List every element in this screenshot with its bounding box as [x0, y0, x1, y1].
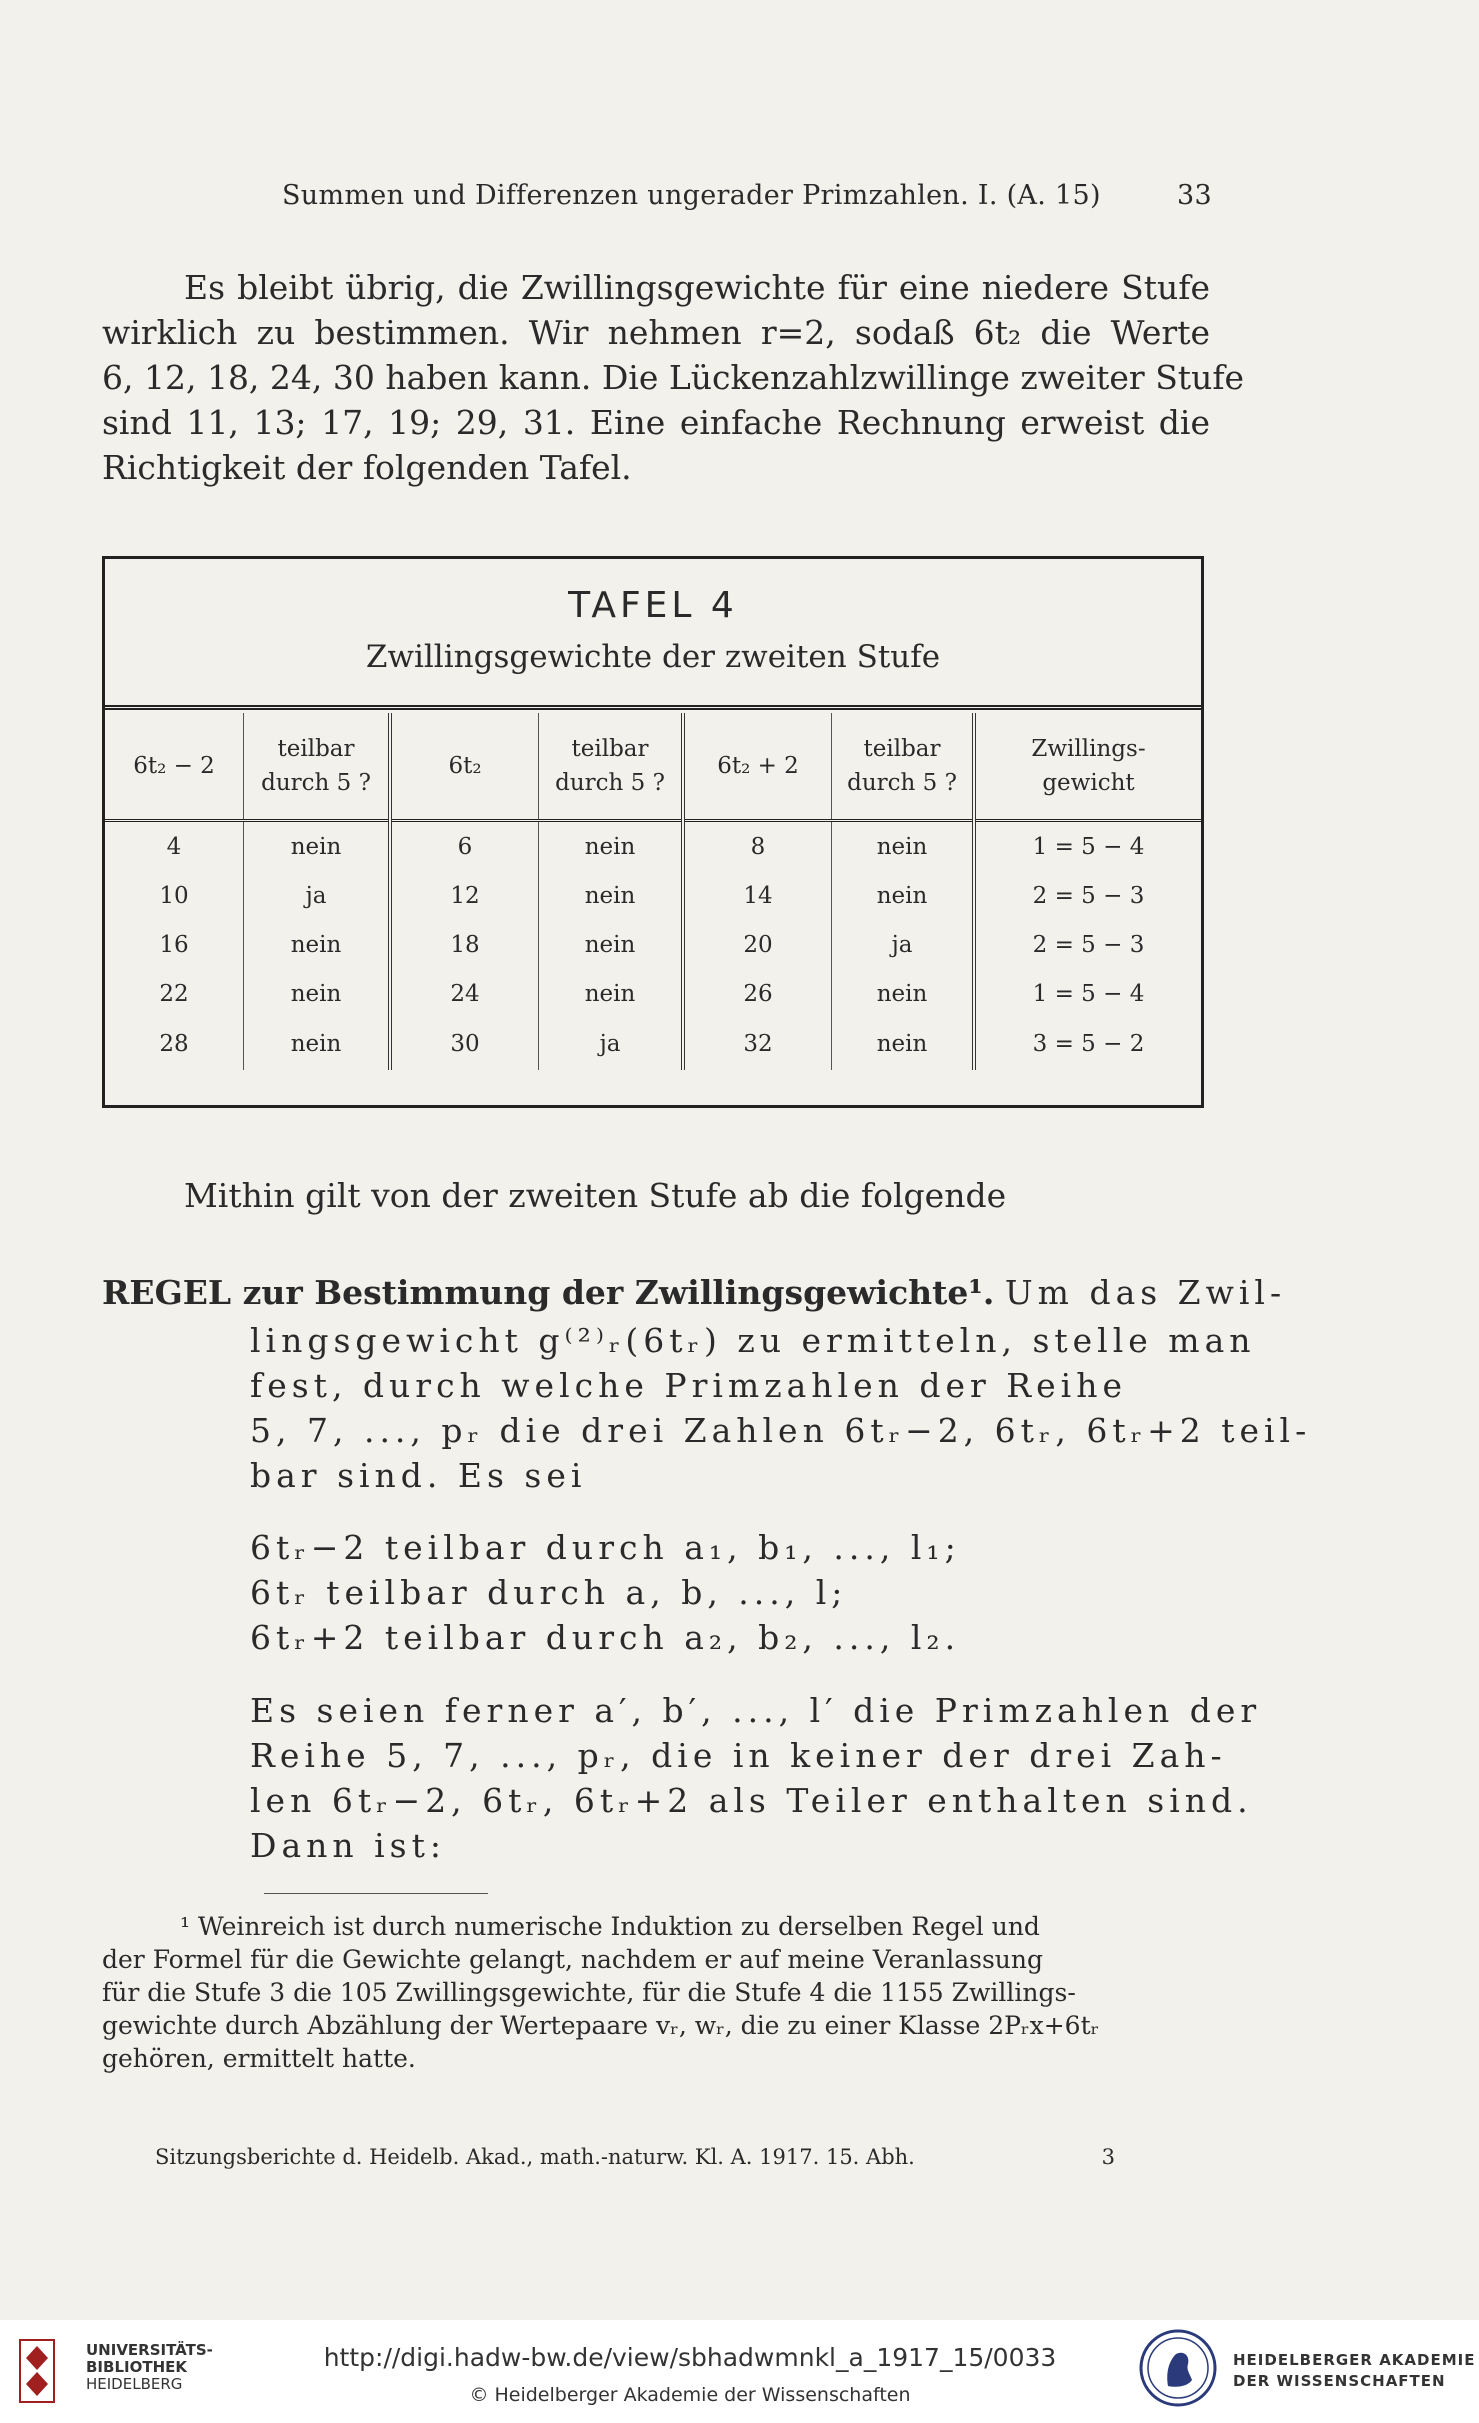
- column-header: 6t₂: [390, 713, 539, 821]
- academy-name: [1233, 2350, 1476, 2392]
- rule-text: [250, 1318, 1312, 1498]
- signature-line: [155, 2145, 1115, 2169]
- table-row: [105, 871, 1201, 920]
- table-cell: nein: [244, 821, 391, 872]
- academy-line: HEIDELBERGER AKADEMIE: [1233, 2351, 1476, 2369]
- rule-line: bar sind. Es sei: [250, 1456, 587, 1495]
- column-header: teilbar durch 5 ?: [244, 713, 391, 821]
- text-line: Richtigkeit der folgenden Tafel.: [102, 448, 632, 487]
- conclusion-line: Mithin gilt von der zweiten Stufe ab die folgende: [184, 1176, 1007, 1215]
- table-cell: nein: [539, 821, 684, 872]
- table-cell: 18: [390, 920, 539, 969]
- university-library-name: [86, 2342, 213, 2393]
- table-cell: 12: [390, 871, 539, 920]
- table-row: [105, 1018, 1201, 1070]
- table-row: [105, 821, 1201, 872]
- rule-line: 5, 7, ..., pᵣ die drei Zahlen 6tᵣ−2, 6tᵣ, 6tᵣ+2 teil-: [250, 1411, 1312, 1450]
- table-cell: 32: [683, 1018, 832, 1070]
- table-cell: 3 = 5 − 2: [1032, 1031, 1145, 1057]
- table-cell: 2 = 5 − 3: [1032, 931, 1145, 958]
- running-head-title: Summen und Differenzen ungerader Primzahlen. I. (A. 15): [282, 180, 1101, 211]
- rule-line: lingsgewicht g⁽²⁾ᵣ(6tᵣ) zu ermitteln, stelle man: [250, 1321, 1256, 1360]
- table-cell: nein: [244, 920, 391, 969]
- academy-line: DER WISSENSCHAFTEN: [1233, 2372, 1446, 2390]
- closing-line: len 6tᵣ−2, 6tᵣ, 6tᵣ+2 als Teiler enthalten sind.: [250, 1781, 1253, 1820]
- rule-closing: [250, 1688, 1262, 1868]
- table-cell: nein: [539, 969, 684, 1018]
- table-cell: 10: [105, 871, 244, 920]
- table-cell: nein: [832, 871, 975, 920]
- table-cell: 16: [105, 920, 244, 969]
- library-line: BIBLIOTHEK: [86, 2358, 187, 2376]
- column-header: teilbar durch 5 ?: [832, 713, 975, 821]
- text-line: wirklich zu bestimmen. Wir nehmen r=2, sodaß 6t₂ die Werte: [102, 313, 1210, 352]
- table-cell: 28: [105, 1018, 244, 1070]
- table-cell: nein: [244, 969, 391, 1018]
- table-row: [105, 920, 1201, 969]
- footnote-line: für die Stufe 3 die 105 Zwillingsgewichte, für die Stufe 4 die 1155 Zwillings-: [102, 1978, 1076, 2007]
- footnote-line: ¹ Weinreich ist durch numerische Induktion zu derselben Regel und: [180, 1912, 1040, 1941]
- table-cell: nein: [539, 871, 684, 920]
- library-line: UNIVERSITÄTS-: [86, 2341, 213, 2359]
- table-cell: 22: [105, 969, 244, 1018]
- footnote-line: gewichte durch Abzählung der Wertepaare vᵣ, wᵣ, die zu einer Klasse 2Pᵣx+6tᵣ: [102, 2011, 1100, 2040]
- table-cell: 26: [683, 969, 832, 1018]
- table-cell: 6: [390, 821, 539, 872]
- academy-seal-icon: [1138, 2328, 1218, 2408]
- footnote: [102, 1910, 1210, 2075]
- column-header: 6t₂ + 2: [683, 713, 832, 821]
- rule-conditions: [250, 1525, 1210, 1660]
- rule-block: [102, 1273, 1286, 1312]
- table-cell: 30: [390, 1018, 539, 1070]
- table-subtitle: Zwillingsgewichte der zweiten Stufe: [365, 639, 941, 675]
- table-cell: 4: [105, 821, 244, 872]
- footnote-line: gehören, ermittelt hatte.: [102, 2044, 416, 2073]
- table-cell: 8: [683, 821, 832, 872]
- table-cell: 14: [683, 871, 832, 920]
- table-row: [105, 969, 1201, 1018]
- signature-text: Sitzungsberichte d. Heidelb. Akad., math.-naturw. Kl. A. 1917. 15. Abh.: [155, 2145, 915, 2169]
- footnote-line: der Formel für die Gewichte gelangt, nachdem er auf meine Veranlassung: [102, 1945, 1043, 1974]
- condition-line: 6tᵣ−2 teilbar durch a₁, b₁, ..., l₁;: [250, 1528, 961, 1567]
- page-number: 33: [1177, 180, 1212, 211]
- closing-line: Dann ist:: [250, 1826, 446, 1865]
- footnote-separator: [264, 1893, 488, 1894]
- rule-line: fest, durch welche Primzahlen der Reihe: [250, 1366, 1127, 1405]
- table-cell: 24: [390, 969, 539, 1018]
- table-cell: 1 = 5 − 4: [1032, 833, 1145, 860]
- library-line: HEIDELBERG: [86, 2375, 183, 2393]
- condition-line: 6tᵣ+2 teilbar durch a₂, b₂, ..., l₂.: [250, 1618, 961, 1657]
- closing-line: Reihe 5, 7, ..., pᵣ, die in keiner der drei Zah-: [250, 1736, 1227, 1775]
- source-url-link[interactable]: http://digi.hadw-bw.de/view/sbhadwmnkl_a_1917_15/0033: [323, 2343, 1057, 2372]
- university-library-logo-icon: [18, 2338, 56, 2404]
- table-cell: 20: [683, 920, 832, 969]
- table-cell: ja: [244, 871, 391, 920]
- column-header: teilbar durch 5 ?: [539, 713, 684, 821]
- condition-line: 6tᵣ teilbar durch a, b, ..., l;: [250, 1573, 848, 1612]
- column-header: 6t₂ − 2: [105, 713, 244, 821]
- table-cell: ja: [539, 1018, 684, 1070]
- closing-line: Es seien ferner a′, b′, ..., l′ die Primzahlen der: [250, 1691, 1262, 1730]
- table-cell: nein: [832, 969, 975, 1018]
- table-cell: nein: [832, 821, 975, 872]
- table-cell: nein: [539, 920, 684, 969]
- table-cell: 1 = 5 − 4: [1032, 980, 1145, 1007]
- rule-first-line: Um das Zwil-: [1004, 1273, 1287, 1312]
- table-header-block: [105, 559, 1201, 710]
- sheet-number: 3: [1101, 2145, 1115, 2169]
- table-cell: nein: [244, 1018, 391, 1070]
- table-title: TAFEL 4: [568, 585, 738, 626]
- text-line: sind 11, 13; 17, 19; 29, 31. Eine einfache Rechnung erweist die: [102, 403, 1210, 442]
- data-table: [105, 713, 1201, 1070]
- table-cell: nein: [832, 1018, 975, 1070]
- table-cell: ja: [832, 920, 975, 969]
- text-line: Es bleibt übrig, die Zwillingsgewichte für eine niedere Stufe: [184, 268, 1210, 307]
- text-line: 6, 12, 18, 24, 30 haben kann. Die Lückenzahlzwillinge zweiter Stufe: [102, 358, 1245, 397]
- table-header-row: [105, 713, 1201, 821]
- running-head: [282, 180, 1212, 211]
- rule-heading: REGEL zur Bestimmung der Zwillingsgewichte¹.: [102, 1273, 995, 1312]
- column-header: Zwillings- gewicht: [974, 713, 1201, 821]
- table-tafel-4: [102, 556, 1204, 1108]
- copyright-notice: © Heidelberger Akademie der Wissenschaften: [469, 2384, 911, 2406]
- table-cell: 2 = 5 − 3: [1032, 882, 1145, 909]
- intro-paragraph: [102, 265, 1245, 490]
